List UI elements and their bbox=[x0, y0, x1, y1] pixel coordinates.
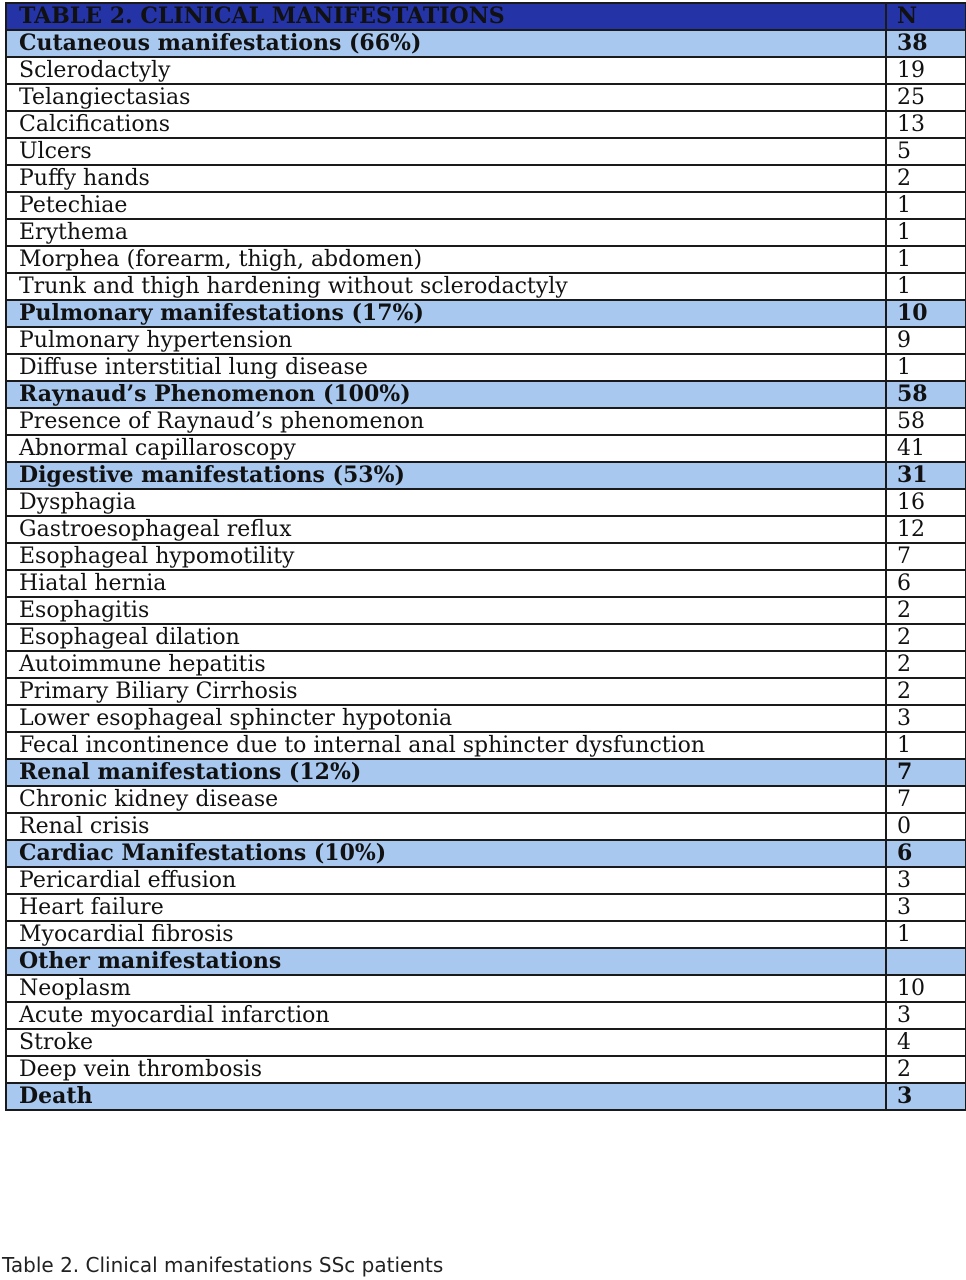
section-row bbox=[6, 300, 966, 327]
table-body bbox=[6, 3, 966, 1110]
manifestation-label: Morphea (forearm, thigh, abdomen) bbox=[6, 246, 886, 273]
section-row bbox=[6, 948, 966, 975]
table-row bbox=[6, 516, 966, 543]
table-row bbox=[6, 921, 966, 948]
manifestation-label: Hiatal hernia bbox=[6, 570, 886, 597]
section-row bbox=[6, 840, 966, 867]
manifestation-count: 2 bbox=[886, 678, 966, 705]
manifestation-label: Acute myocardial infarction bbox=[6, 1002, 886, 1029]
table-row bbox=[6, 219, 966, 246]
table-row bbox=[6, 192, 966, 219]
table-row bbox=[6, 111, 966, 138]
manifestation-count: 3 bbox=[886, 705, 966, 732]
table-header-row bbox=[6, 3, 966, 30]
table-row bbox=[6, 624, 966, 651]
manifestation-label: Dysphagia bbox=[6, 489, 886, 516]
manifestation-label: Pulmonary hypertension bbox=[6, 327, 886, 354]
table-row bbox=[6, 894, 966, 921]
manifestation-label: Deep vein thrombosis bbox=[6, 1056, 886, 1083]
table-row bbox=[6, 1056, 966, 1083]
manifestation-label: Petechiae bbox=[6, 192, 886, 219]
manifestation-label: Puffy hands bbox=[6, 165, 886, 192]
table-row bbox=[6, 651, 966, 678]
manifestation-label: Pericardial effusion bbox=[6, 867, 886, 894]
section-row bbox=[6, 462, 966, 489]
manifestation-count: 13 bbox=[886, 111, 966, 138]
section-count: 10 bbox=[886, 300, 966, 327]
table-row bbox=[6, 975, 966, 1002]
manifestation-label: Myocardial fibrosis bbox=[6, 921, 886, 948]
table-row bbox=[6, 138, 966, 165]
manifestation-count: 41 bbox=[886, 435, 966, 462]
table-row bbox=[6, 435, 966, 462]
manifestation-count: 1 bbox=[886, 921, 966, 948]
manifestation-count: 2 bbox=[886, 597, 966, 624]
manifestation-count: 4 bbox=[886, 1029, 966, 1056]
manifestation-count: 1 bbox=[886, 732, 966, 759]
manifestation-label: Sclerodactyly bbox=[6, 57, 886, 84]
manifestation-label: Chronic kidney disease bbox=[6, 786, 886, 813]
manifestation-count: 3 bbox=[886, 894, 966, 921]
manifestation-count: 9 bbox=[886, 327, 966, 354]
manifestation-label: Trunk and thigh hardening without sclerodactyly bbox=[6, 273, 886, 300]
manifestation-label: Telangiectasias bbox=[6, 84, 886, 111]
manifestation-count: 16 bbox=[886, 489, 966, 516]
table-row bbox=[6, 489, 966, 516]
table-row bbox=[6, 570, 966, 597]
manifestation-count: 10 bbox=[886, 975, 966, 1002]
manifestation-count: 1 bbox=[886, 219, 966, 246]
table-row bbox=[6, 867, 966, 894]
manifestation-label: Presence of Raynaud’s phenomenon bbox=[6, 408, 886, 435]
manifestation-count: 2 bbox=[886, 651, 966, 678]
manifestation-label: Erythema bbox=[6, 219, 886, 246]
section-label: Cardiac Manifestations (10%) bbox=[6, 840, 886, 867]
table-row bbox=[6, 543, 966, 570]
section-label: Pulmonary manifestations (17%) bbox=[6, 300, 886, 327]
manifestation-count: 1 bbox=[886, 246, 966, 273]
table-row bbox=[6, 354, 966, 381]
manifestation-label: Abnormal capillaroscopy bbox=[6, 435, 886, 462]
section-count: 3 bbox=[886, 1083, 966, 1110]
section-label: Other manifestations bbox=[6, 948, 886, 975]
section-count: 6 bbox=[886, 840, 966, 867]
table-row bbox=[6, 408, 966, 435]
section-label: Digestive manifestations (53%) bbox=[6, 462, 886, 489]
manifestation-count: 3 bbox=[886, 1002, 966, 1029]
table-row bbox=[6, 84, 966, 111]
manifestation-count: 1 bbox=[886, 273, 966, 300]
manifestation-count: 1 bbox=[886, 354, 966, 381]
table-row bbox=[6, 678, 966, 705]
section-row bbox=[6, 759, 966, 786]
section-count: 58 bbox=[886, 381, 966, 408]
table-row bbox=[6, 57, 966, 84]
manifestation-count: 0 bbox=[886, 813, 966, 840]
manifestation-label: Esophagitis bbox=[6, 597, 886, 624]
section-label: Raynaud’s Phenomenon (100%) bbox=[6, 381, 886, 408]
column-header-n: N bbox=[886, 3, 966, 30]
section-count: 31 bbox=[886, 462, 966, 489]
section-count bbox=[886, 948, 966, 975]
table-row bbox=[6, 246, 966, 273]
manifestation-label: Heart failure bbox=[6, 894, 886, 921]
manifestation-label: Gastroesophageal reflux bbox=[6, 516, 886, 543]
manifestation-count: 12 bbox=[886, 516, 966, 543]
section-label: Death bbox=[6, 1083, 886, 1110]
table-row bbox=[6, 732, 966, 759]
table-row bbox=[6, 786, 966, 813]
table-row bbox=[6, 597, 966, 624]
table-title: TABLE 2. CLINICAL MANIFESTATIONS bbox=[6, 3, 886, 30]
manifestation-label: Diffuse interstitial lung disease bbox=[6, 354, 886, 381]
table-row bbox=[6, 327, 966, 354]
manifestation-count: 2 bbox=[886, 624, 966, 651]
manifestation-label: Esophageal hypomotility bbox=[6, 543, 886, 570]
clinical-manifestations-table bbox=[5, 2, 966, 1111]
table-row bbox=[6, 1002, 966, 1029]
table-caption: Table 2. Clinical manifestations SSc patients bbox=[2, 1253, 444, 1277]
section-row bbox=[6, 381, 966, 408]
table-row bbox=[6, 1029, 966, 1056]
section-row bbox=[6, 30, 966, 57]
manifestation-count: 19 bbox=[886, 57, 966, 84]
manifestation-count: 5 bbox=[886, 138, 966, 165]
manifestation-label: Ulcers bbox=[6, 138, 886, 165]
manifestation-label: Esophageal dilation bbox=[6, 624, 886, 651]
manifestation-count: 2 bbox=[886, 165, 966, 192]
section-count: 7 bbox=[886, 759, 966, 786]
manifestation-count: 58 bbox=[886, 408, 966, 435]
manifestation-count: 7 bbox=[886, 786, 966, 813]
manifestation-label: Renal crisis bbox=[6, 813, 886, 840]
section-label: Cutaneous manifestations (66%) bbox=[6, 30, 886, 57]
section-row bbox=[6, 1083, 966, 1110]
manifestation-label: Neoplasm bbox=[6, 975, 886, 1002]
table-row bbox=[6, 165, 966, 192]
table-row bbox=[6, 273, 966, 300]
manifestation-count: 3 bbox=[886, 867, 966, 894]
table-row bbox=[6, 813, 966, 840]
table-row bbox=[6, 705, 966, 732]
manifestation-label: Primary Biliary Cirrhosis bbox=[6, 678, 886, 705]
manifestation-count: 2 bbox=[886, 1056, 966, 1083]
section-count: 38 bbox=[886, 30, 966, 57]
manifestation-count: 7 bbox=[886, 543, 966, 570]
manifestation-label: Stroke bbox=[6, 1029, 886, 1056]
manifestation-label: Lower esophageal sphincter hypotonia bbox=[6, 705, 886, 732]
manifestation-count: 1 bbox=[886, 192, 966, 219]
manifestation-label: Fecal incontinence due to internal anal sphincter dysfunction bbox=[6, 732, 886, 759]
manifestation-label: Autoimmune hepatitis bbox=[6, 651, 886, 678]
manifestation-label: Calcifications bbox=[6, 111, 886, 138]
section-label: Renal manifestations (12%) bbox=[6, 759, 886, 786]
manifestation-count: 6 bbox=[886, 570, 966, 597]
manifestation-count: 25 bbox=[886, 84, 966, 111]
